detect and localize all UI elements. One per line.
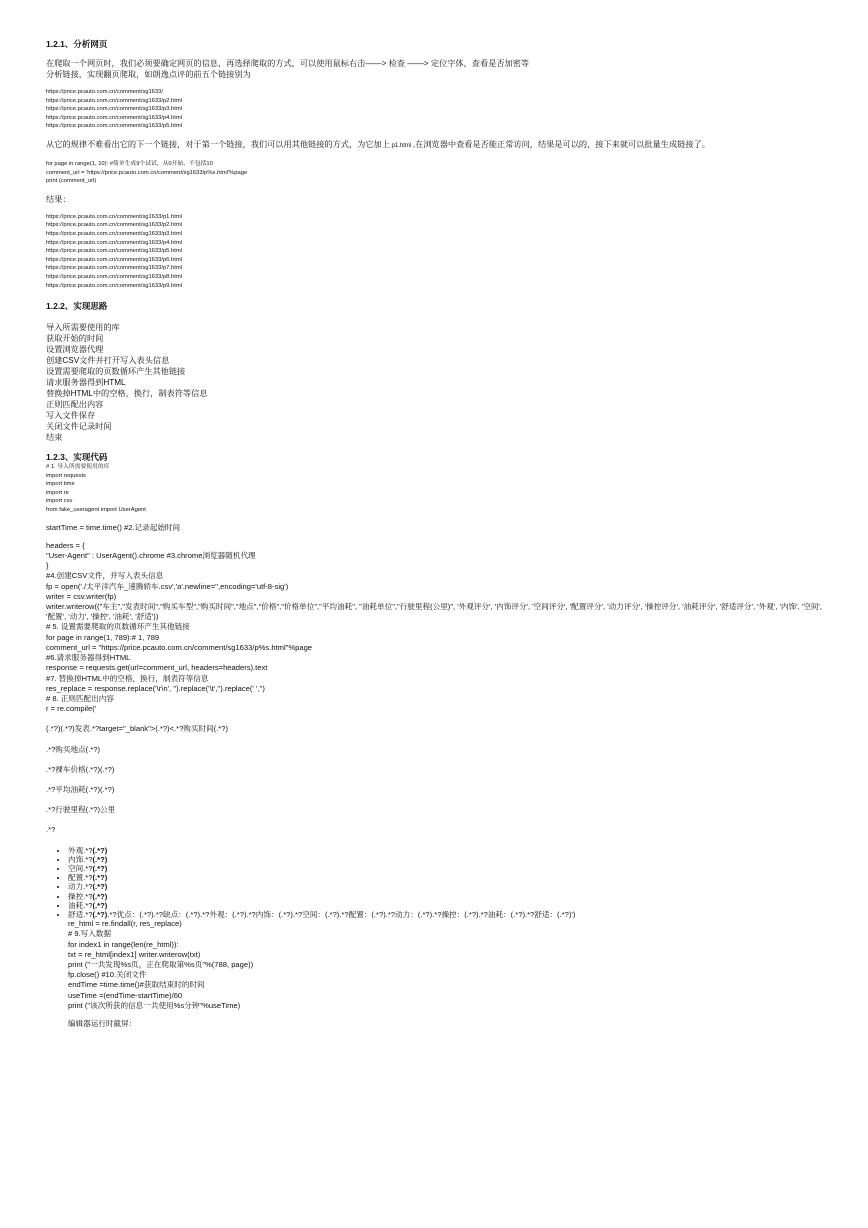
result-link: https://price.pcauto.com.cn/comment/sg1633/p7.html — [46, 265, 182, 272]
bullet-item — [68, 864, 856, 873]
tail-code — [46, 919, 856, 1029]
code-line: import requests — [46, 472, 86, 479]
setup-code — [46, 541, 856, 714]
bullet-group: (.*?) — [92, 900, 108, 910]
code-line: for page in range(1, 10): #简单生成9个试试，从0开始，不包括10 — [46, 160, 213, 167]
page-link: https://price.pcauto.com.cn/comment/sg1633/p3.html — [46, 106, 182, 113]
start-time-line: startTime = time.time() #2.记录起始时间 — [46, 522, 181, 532]
section-3-heading: 1.2.3、实现代码 — [46, 452, 108, 463]
step-item: 请求服务器得到HTML — [46, 378, 126, 388]
bullet-item — [68, 892, 856, 901]
bullet-label: 油耗.*? — [68, 900, 93, 910]
intro-line-1: 在爬取一个网页时，我们必须要确定网页的信息，再选择爬取的方式，可以使用鼠标右击——> 检查 ——> 定位字体，查看是否加密等 — [46, 59, 530, 68]
steps-list — [46, 322, 856, 443]
bullet-label: 配置.*? — [68, 873, 93, 883]
step-item: 创建CSV文件并打开写入表头信息 — [46, 356, 170, 366]
bullet-label: 空间.*? — [68, 863, 93, 873]
writerow-line: writer.writerow(("车主","发表时间","购买车型","购买时间","地点","价格","价格单位","平均油耗", "油耗单位","行驶里程(公里)", '外观评分', '内饰评分', '空间评分', '配置评分', '动力评分', '操控评分', '油耗评分', '舒适评分', '外观', '内饰', '空间', '配置', '动力', '操控', '油耗', '舒适')) — [46, 602, 822, 622]
bullet-regex-tail: .*?优点：(.*?).*?缺点：(.*?).*?外观：(.*?).*?内饰：(.*?).*?空间：(.*?).*?配置：(.*?).*?动力：(.*?).*?操控：(.*?).*?油耗：(.*?).*?舒适：(.*?)') — [107, 909, 576, 919]
bullet-group: (.*?) — [92, 854, 108, 864]
regex-line: .*?平均油耗(.*?)(.*?) — [46, 784, 115, 794]
result-link: https://price.pcauto.com.cn/comment/sg1633/p5.html — [46, 248, 182, 255]
code-line: for index1 in range(len(re_html)): — [68, 939, 179, 949]
bullet-group: (.*?) — [92, 909, 108, 919]
document-page — [46, 38, 856, 1029]
page-link: https://price.pcauto.com.cn/comment/sg1633/p2.html — [46, 97, 182, 104]
result-links-list — [46, 213, 856, 290]
page-link: https://price.pcauto.com.cn/comment/sg1633/ — [46, 89, 163, 95]
result-link: https://price.pcauto.com.cn/comment/sg1633/p2.html — [46, 222, 182, 229]
regex-line: .*?行驶里程(.*?)公里 — [46, 805, 116, 815]
code-line: #4.创建CSV文件，并写入表头信息 — [46, 571, 164, 581]
code-line: res_replace = response.replace('\r\n', '').replace('\t','').replace(' ','') — [46, 683, 265, 693]
bullet-label: 内饰.*? — [68, 854, 93, 864]
code-line: #7. 替换掉HTML中的空格，换行，制表符等信息 — [46, 673, 209, 683]
screenshot-label: 编辑器运行时截屏： — [68, 1018, 137, 1028]
result-link: https://price.pcauto.com.cn/comment/sg1633/p6.html — [46, 256, 182, 263]
code-line: useTime =(endTime-startTime)/60 — [68, 990, 183, 1000]
code-line: import re — [46, 489, 69, 496]
bullet-item — [68, 846, 856, 855]
bullet-label: 外观.*? — [68, 845, 93, 855]
step-item: 结束 — [46, 433, 63, 443]
regex-line: .*?裸车价格(.*?)(.*?) — [46, 764, 115, 774]
bullet-group: (.*?) — [92, 882, 108, 892]
code-line: r = re.compile(' — [46, 704, 97, 714]
step-item: 获取开始的时间 — [46, 334, 104, 344]
code-line: response = requests.get(url=comment_url, headers=headers).text — [46, 663, 268, 673]
bullet-group: (.*?) — [92, 863, 108, 873]
code-line: # 9.写入数据 — [68, 929, 112, 939]
bullet-item — [68, 910, 856, 919]
code-line: for page in range(1, 789):# 1, 789 — [46, 632, 160, 642]
result-link: https://price.pcauto.com.cn/comment/sg1633/p4.html — [46, 239, 182, 246]
bullet-group: (.*?) — [92, 845, 108, 855]
code-line: # 8. 正则匹配出内容 — [46, 693, 114, 703]
step-item: 导入所需要使用的库 — [46, 323, 120, 333]
step-item: 正则匹配出内容 — [46, 400, 104, 410]
bullet-group: (.*?) — [92, 873, 108, 883]
page-link: https://price.pcauto.com.cn/comment/sg1633/p5.html — [46, 123, 182, 130]
regex-line: .*? — [46, 825, 56, 835]
rule-text-b: ,在浏览器中查看是否能正常访问，结果是可以的，接下来就可以批量生成链接了。 — [412, 139, 710, 149]
code-line: import csv — [46, 498, 73, 505]
code-line: txt = re_html[index1] writer.writerow(txt) — [68, 949, 201, 959]
code-line: print ("一共发现%s页，正在爬取第%s页"%(788, page)) — [68, 959, 254, 969]
code-line: # 1. 导入所需要使用的库 — [46, 464, 110, 471]
code-line: print ("该次所获的信息一共使用%s分钟"%useTime) — [68, 1000, 241, 1010]
code-line: } — [46, 561, 49, 571]
page-link: https://price.pcauto.com.cn/comment/sg1633/p4.html — [46, 114, 182, 121]
code-line: print (comment_url) — [46, 178, 97, 185]
code-line: writer = csv.writer(fp) — [46, 591, 117, 601]
bullet-item — [68, 882, 856, 891]
result-link: https://price.pcauto.com.cn/comment/sg1633/p1.html — [46, 213, 182, 220]
bullet-item — [68, 873, 856, 882]
bullet-group: (.*?) — [92, 891, 108, 901]
rule-code: p1.html — [389, 142, 413, 149]
bullet-item — [68, 901, 856, 910]
code-line: #6.请求服务器得到HTML — [46, 653, 131, 663]
bullet-item — [68, 855, 856, 864]
step-item: 关闭文件记录时间 — [46, 422, 112, 432]
imports-code — [46, 463, 856, 515]
code-line: headers = { — [46, 540, 85, 550]
result-link: https://price.pcauto.com.cn/comment/sg1633/p8.html — [46, 273, 182, 280]
code-line: "User-Agent" : UserAgent().chrome #3.chrome浏览器随机代理 — [46, 551, 256, 561]
bullet-label: 操控.*? — [68, 891, 93, 901]
code-line: re_html = re.findall(r, res_replace) — [68, 919, 182, 929]
rule-paragraph — [46, 139, 856, 152]
code-line: endTime =time.time()#获取结束时的时间 — [68, 980, 205, 990]
regex-line: (.*?)(.*?)发表.*?target="_blank">(.*?)<.*?购买时间(.*?) — [46, 724, 229, 734]
section-1-heading: 1.2.1、分析网页 — [46, 39, 108, 49]
page-links-list — [46, 88, 856, 131]
code-line: comment_url = 'https://price.pcauto.com.cn/comment/sg1633/p%s.html'%page — [46, 169, 248, 176]
code-line: from fake_useragent import UserAgent — [46, 507, 146, 514]
step-item: 设置浏览器代理 — [46, 345, 104, 355]
section-2-heading: 1.2.2、实现思路 — [46, 301, 108, 312]
bullet-label: 动力.*? — [68, 882, 93, 892]
result-link: https://price.pcauto.com.cn/comment/sg1633/p3.html — [46, 230, 182, 237]
step-item: 替换掉HTML中的空格，换行，制表符等信息 — [46, 389, 208, 399]
intro-line-2: 分析链接，实现翻页爬取，如朗逸点评的前五个链接别为 — [46, 70, 251, 79]
code-line: fp.close() #10.关闭文件 — [68, 970, 147, 980]
code-line: # 5. 设置需要爬取的页数循环产生其他链接 — [46, 622, 190, 632]
rule-text-a: 从它的规律不难看出它的下一个链接，对于第一个链接，我们可以用其他链接的方式，为它加上 — [46, 139, 390, 149]
code-line: comment_url = "https://price.pcauto.com.cn/comment/sg1633/p%s.html"%page — [46, 642, 313, 652]
code-line: fp = open('./太平洋汽车_速腾轿车.csv','a',newline='',encoding='utf-8-sig') — [46, 581, 289, 591]
link-generation-code — [46, 160, 856, 186]
step-item: 设置需要爬取的页数循环产生其他链接 — [46, 367, 186, 377]
result-label: 结果： — [46, 194, 71, 204]
result-link: https://price.pcauto.com.cn/comment/sg1633/p9.html — [46, 282, 182, 289]
bullet-label: 舒适.*? — [68, 909, 93, 919]
score-bullet-list — [46, 846, 856, 920]
step-item: 写入文件保存 — [46, 411, 96, 421]
regex-line: .*?购买地点(.*?) — [46, 744, 101, 754]
code-line: import time — [46, 481, 75, 488]
